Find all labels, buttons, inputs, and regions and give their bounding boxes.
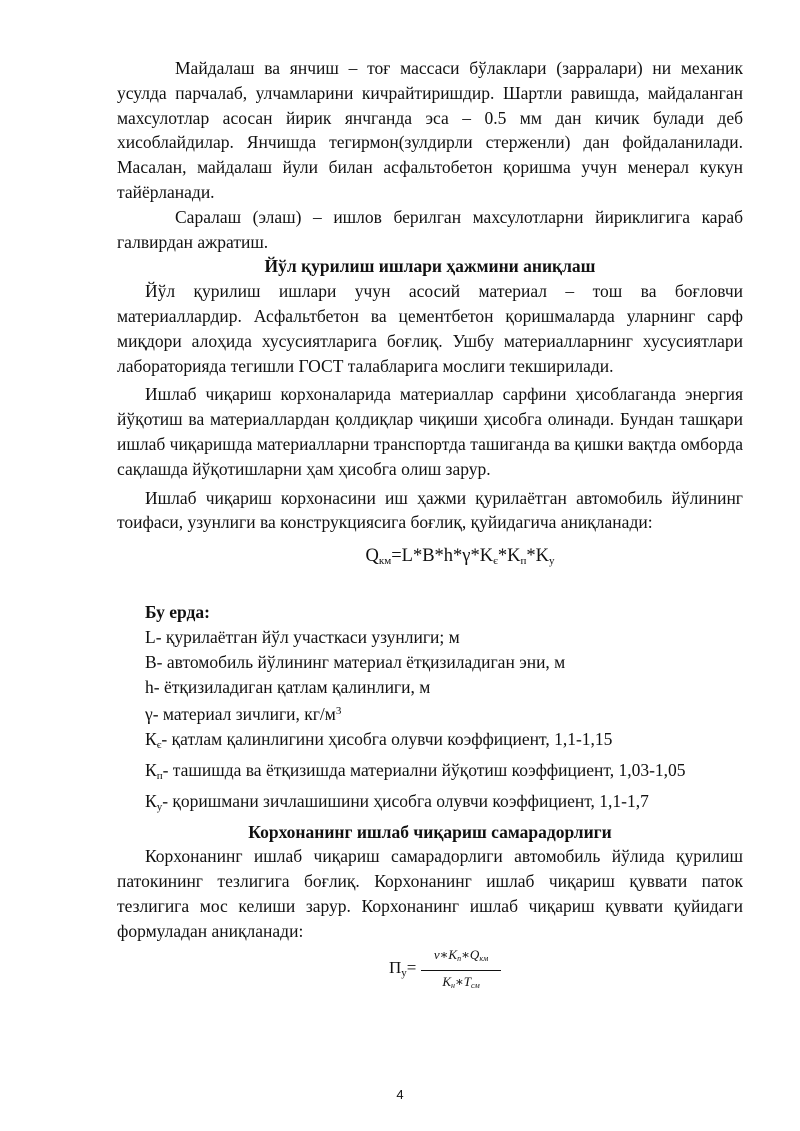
paragraph-losses: Ишлаб чиқариш корхоналарида материаллар сарфини ҳисоблаганда энергия йўқотиш ва материаллардан қолдиқлар чиқиши ҳисобга олинади. Бундан ташқари ишлаб чиқаришда материалларни транспортда ташиганда ва қишки вақтда омборда сақлашда йўқотишларни ҳам ҳисобга олиш зарур. (117, 384, 743, 479)
definition-density: γ- материал зичлиги, $кг/м^3$ (145, 704, 342, 725)
paragraph-productivity: Корхонанинг ишлаб чиқариш самарадорлиги автомобиль йўлида қурилиш патокининг тезлигига боғлиқ. Корхонанинг ишлаб чиқариш қуввати паток тезлигига мос келиши зарур. Корхонанинг ишлаб чиқариш қуввати қуйидаги формуладан аниқланади: (117, 846, 743, 941)
fraction-denominator: $K_н∗T_{см}$ (442, 973, 480, 990)
paragraph-materials: Йўл қурилиш ишлари учун асосий материал – тош ва боғловчи материаллардир. Асфальтбетон ва цементбетон қоришмаларда уларнинг сарф миқдори алоҳида хусусиятларига боғлиқ. Ушбу материалларнинг хусусиятлари лабораторияда тегишли ГОСТ талабларига мослиги текширилади. (117, 281, 743, 376)
formula-productivity-fraction (421, 946, 501, 995)
definition-width: В- автомобиль йўлининг материал ётқизиладиган эни, м (145, 651, 566, 672)
section-heading-productivity: Корхонанинг ишлаб чиқариш самарадорлиги (248, 821, 612, 842)
formula-workload: $Q_{км}=L*B*h*\gamma*K_є*K_п*K_у$ (365, 546, 555, 568)
document-page (117, 56, 743, 990)
definition-ky: $К_у-$ қоришмани зичлашишини ҳисобга олувчи коэффициент, 1,1-1,7 (145, 790, 649, 813)
where-label: Бу ерда: (145, 602, 210, 623)
definition-kp: $К_п-$ ташишда ва ётқизишда материални йўқотиш коэффициент, 1,03-1,05 (145, 759, 686, 782)
fraction-numerator: $v∗K_п∗Q_{км}$ (421, 946, 501, 971)
formula-productivity (117, 946, 743, 990)
paragraph-sorting: Саралаш (элаш) – ишлов берилган махсулотларни йириклигига караб галвирдан ажратиш. (117, 206, 743, 252)
definition-thickness: h- ётқизиладиган қатлам қалинлиги, м (145, 676, 431, 697)
paragraph-workload: Ишлаб чиқариш корхонасини иш ҳажми қурилаётган автомобиль йўлининг тоифаси, узунлиги ва конструкциясига боғлиқ, қуйидагича аниқланади: (117, 487, 743, 533)
definition-ke: $К_є-$ қатлам қалинлигини ҳисобга олувчи коэффициент, 1,1-1,15 (145, 729, 613, 752)
formula-productivity-lhs: $П_у=$ (389, 957, 417, 979)
definition-length: L- қурилаётган йўл участкаси узунлиги; м (145, 626, 460, 647)
section-heading-volume: Йўл қурилиш ишлари ҳажмини аниқлаш (264, 256, 596, 277)
paragraph-crushing: Майдалаш ва янчиш – тоғ массаси бўлаклари (зарралари) ни механик усулда парчалаб, улчамларини кичрайтиришдир. Шартли равишда, майдаланган махсулотлар асосан йирик янчганда эса – 0.5 мм дан кичик булади деб хисоблайдилар. Янчишда тегирмон(зулдирли стерженли) дан фойдаланилади. Масалан, майдалаш йули билан асфальтобетон қоришма учун менерал кукун тайёрланади. (117, 58, 743, 202)
page-number: 4 (396, 1087, 404, 1102)
